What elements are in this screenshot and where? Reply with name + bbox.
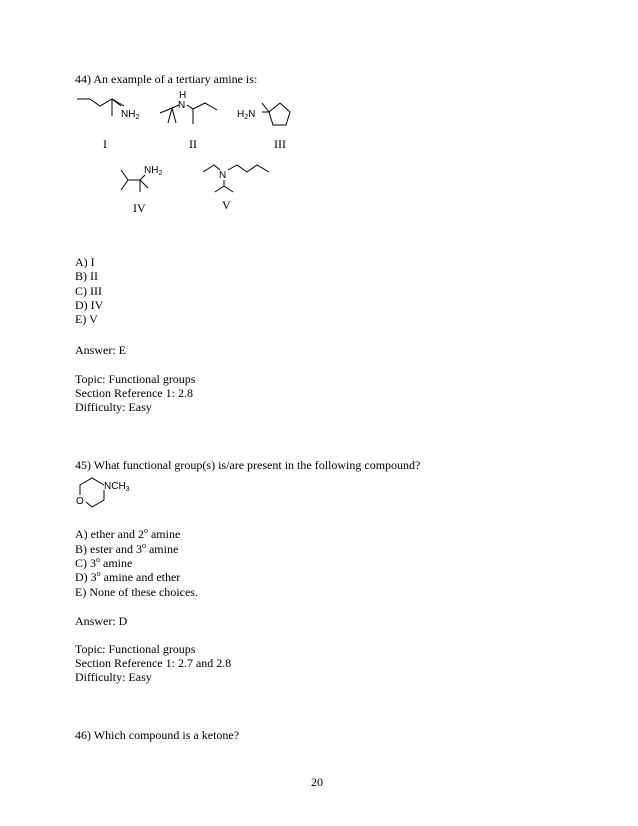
q44-choice-b: B) II — [75, 269, 98, 283]
question-45-text: 45) What functional group(s) is/are present in the following compound? — [75, 458, 421, 472]
q45-choice-e: E) None of these choices. — [75, 585, 198, 599]
structure-label-v: V — [222, 198, 231, 212]
q45-topic: Topic: Functional groups — [75, 642, 196, 656]
q44-topic: Topic: Functional groups — [75, 372, 196, 386]
q44-answer: Answer: E — [75, 343, 126, 357]
q44-choice-c: C) III — [75, 284, 102, 298]
question-46-text: 46) Which compound is a ketone? — [75, 728, 240, 742]
q45-choice-b: B) ester and 3$^o$ amine — [75, 541, 179, 556]
structure-iii-h2n-label: $H_2N$ — [237, 109, 256, 121]
structure-label-iii: III — [274, 137, 286, 151]
q45-choice-c: C) 3$^o$ amine — [75, 555, 133, 570]
question-44-text: 44) An example of a tertiary amine is: — [75, 72, 258, 86]
structure-ii-n-label: N — [178, 100, 186, 111]
q44-difficulty: Difficulty: Easy — [75, 400, 152, 414]
q44-section-reference: Section Reference 1: 2.8 — [75, 386, 193, 400]
morpholine-nch3-label: $NCH_3$ — [104, 481, 130, 493]
structure-label-iv: IV — [133, 201, 146, 215]
q44-choice-e: E) V — [75, 312, 98, 326]
q44-choice-d: D) IV — [75, 298, 104, 312]
page-number: 20 — [311, 775, 323, 789]
q45-answer: Answer: D — [75, 614, 128, 628]
structure-i-nh2-label: $NH_2$ — [121, 109, 140, 121]
q45-difficulty: Difficulty: Easy — [75, 670, 152, 684]
q45-section-reference: Section Reference 1: 2.7 and 2.8 — [75, 656, 232, 670]
morpholine-o-label: O — [76, 496, 84, 507]
structure-v-n-label: N — [219, 170, 227, 181]
structure-ii-h-label: H — [179, 90, 187, 101]
q45-choice-d: D) 3$^o$ amine and ether — [75, 569, 181, 584]
q44-choice-a: A) I — [75, 255, 95, 269]
structure-iv-nh2-label: $NH_2$ — [144, 165, 163, 177]
structure-label-i: I — [103, 137, 107, 151]
q45-choice-a: A) ether and 2$^o$ amine — [75, 526, 181, 541]
structure-label-ii: II — [189, 137, 197, 151]
